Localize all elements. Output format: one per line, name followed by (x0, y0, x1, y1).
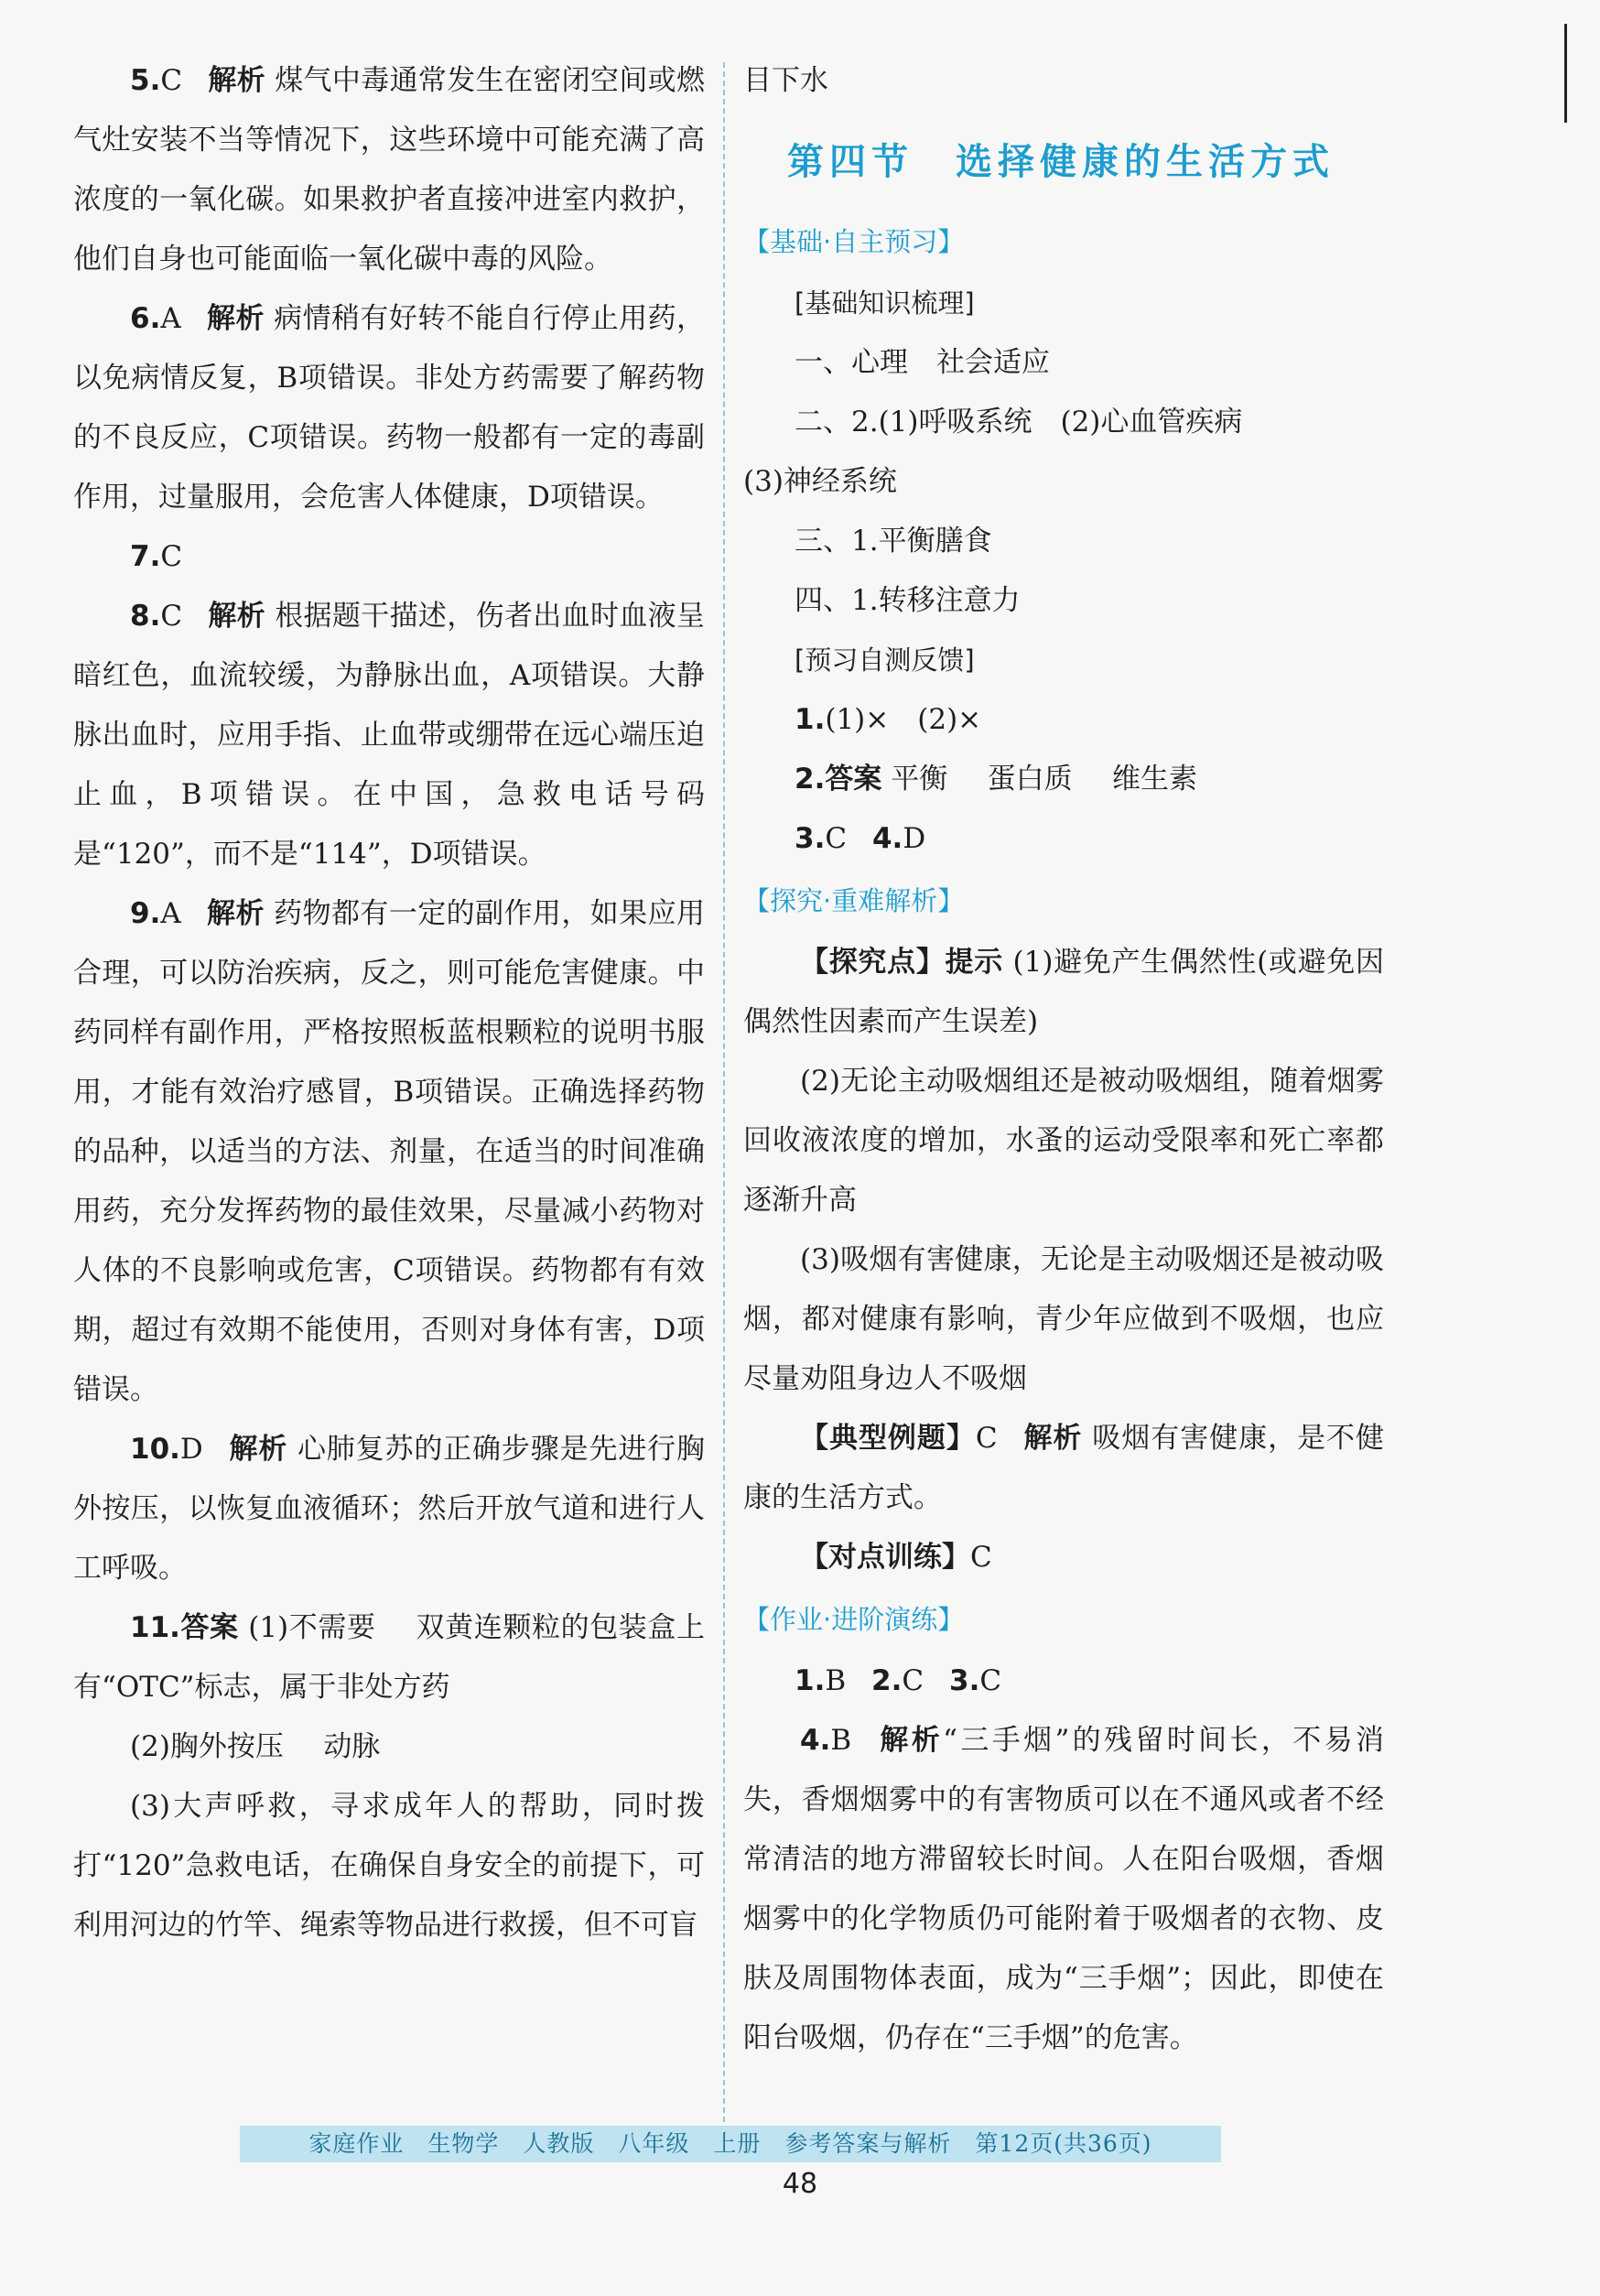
column-divider (723, 62, 725, 2122)
answer-letter: C (979, 1664, 1002, 1697)
answer-part-2: (2)胸外按压 (130, 1730, 284, 1763)
question-number: 6. (130, 302, 161, 335)
answer-7 (73, 527, 705, 587)
answer-letter: A (160, 897, 181, 930)
question-number: 4. (800, 1724, 831, 1757)
knowledge-line-4 (795, 571, 1384, 631)
homework-4 (743, 1711, 1384, 2068)
explanation-text: 心肺复苏的正确步骤是先进行胸外按压，以恢复血液循环；然后开放气道和进行人工呼吸。 (73, 1433, 706, 1585)
answer-11-part-3 (73, 1777, 705, 1955)
continued-text: 目下水 (743, 64, 828, 97)
explore-text-1: (1)避免产生偶然性(或避免因偶然性因素而产生误差) (743, 946, 1384, 1038)
section-tag-homework: 【作业·进阶演练】 (743, 1604, 965, 1635)
answer-text: 维生素 (1112, 763, 1197, 796)
answer-letter: C (160, 540, 183, 573)
answer-letter: C (970, 1541, 992, 1574)
keyword-label: 解析 (206, 302, 265, 335)
feedback-1 (795, 690, 1384, 750)
typical-example (743, 1409, 1384, 1528)
answer-letter: C (825, 822, 848, 855)
question-number: 9. (130, 897, 161, 930)
answer-text: (1)× (2)× (825, 703, 982, 736)
answer-part-2b: 动脉 (323, 1730, 381, 1763)
page-edge-line (1564, 24, 1567, 123)
answer-letter: B (825, 1664, 847, 1697)
question-number: 2. (795, 763, 826, 796)
keyword-label: 解析 (207, 600, 266, 633)
question-number: 3. (949, 1664, 980, 1697)
feedback-3-4 (795, 809, 1384, 869)
explanation-text: 病情稍有好转不能自行停止用药，以免病情反复，B项错误。非处方药需要了解药物的不良反应，C项错误。药物一般都有一定的毒副作用，过量服用，会危害人体健康，D项错误。 (73, 302, 706, 514)
answer-part-3: (3)大声呼救，寻求成年人的帮助，同时拨打“120”急救电话，在确保自身安全的前提下，可利用河边的竹竿、绳索等物品进行救援，但不可盲 (73, 1790, 705, 1942)
answer-letter: B (830, 1724, 852, 1757)
explore-point (743, 933, 1384, 1052)
section-title: 第四节 选择健康的生活方式 (787, 140, 1335, 183)
explanation-text: 药物都有一定的副作用，如果应用合理，可以防治疾病，反之，则可能危害健康。中药同样有副作用，严格按照板蓝根颗粒的说明书服用，才能有效治疗感冒，B项错误。正确选择药物的品种，以适当的方法、剂量，在适当的时间准确用药，充分发挥药物的最佳效果，尽量减小药物对人体的不良影响或危害，C项错误。药物都有有效期，超过有效期不能使用，否则对身体有害，D项错误。 (73, 897, 706, 1406)
keyword-label: 解析 (1022, 1422, 1083, 1455)
homework-1-3 (795, 1652, 1384, 1711)
question-number: 2. (871, 1664, 903, 1697)
page-footer: 家庭作业 生物学 人教版 八年级 上册 参考答案与解析 第12页(共36页) (240, 2126, 1221, 2162)
keyword-label: 【对点训练】 (800, 1541, 970, 1574)
section-tag-basics: 【基础·自主预习】 (743, 226, 965, 257)
explanation-text: 根据题干描述，伤者出血时血液呈暗红色，血流较缓，为静脉出血，A项错误。大静脉出血时，应用手指、止血带或绷带在远心端压迫止血，B项错误。在中国，急救电话号码是“120”，而不是“114”，D项错误。 (73, 600, 706, 871)
answer-letter: C (975, 1422, 998, 1455)
question-number: 5. (130, 64, 161, 97)
keyword-label: 【探究点】提示 (800, 946, 1003, 979)
answer-6 (73, 289, 705, 527)
feedback-2 (795, 750, 1384, 809)
question-number: 7. (130, 540, 161, 573)
question-number: 1. (795, 1664, 826, 1697)
answer-part-1-reason: 双黄连颗粒的包装盒上有“OTC”标志，属于非处方药 (73, 1611, 706, 1704)
question-number: 8. (130, 600, 161, 633)
answer-11 (73, 1598, 705, 1717)
answer-9 (73, 884, 705, 1420)
question-number: 10. (130, 1433, 180, 1466)
knowledge-line-1: 一、心理 社会适应 (795, 346, 1050, 379)
keyword-label: 答案 (825, 763, 882, 796)
answer-letter: C (160, 600, 183, 633)
keyword-label: 答案 (179, 1611, 239, 1644)
item-label: 三、1. (795, 525, 879, 558)
question-number: 3. (795, 822, 826, 855)
item-text: 转移注意力 (878, 584, 1021, 617)
right-column (743, 51, 1384, 2068)
answer-text: 平衡 (891, 763, 948, 796)
subheading-feedback: [预习自测反馈] (795, 644, 975, 676)
explanation-text: “三手烟”的残留时间长，不易消失，香烟烟雾中的有害物质可以在不通风或者不经常清洁的地方滞留较长时间。人在阳台吸烟，香烟烟雾中的化学物质仍可能附着于吸烟者的衣物、皮肤及周围物体表面，成为“三手烟”；因此，即使在阳台吸烟，仍存在“三手烟”的危害。 (743, 1724, 1384, 2054)
keyword-label: 解析 (228, 1433, 288, 1466)
answer-letter: A (160, 302, 181, 335)
answer-5 (73, 51, 705, 289)
answer-text: 蛋白质 (987, 763, 1073, 796)
section-tag-explore: 【探究·重难解析】 (743, 885, 965, 916)
knowledge-line-2-cont: (3)神经系统 (743, 465, 897, 498)
item-text: 平衡膳食 (878, 525, 992, 558)
explanation-text: 吸烟有害健康，是不健康的生活方式。 (743, 1422, 1385, 1514)
knowledge-line-2 (795, 393, 1384, 452)
explanation-text: 煤气中毒通常发生在密闭空间或燃气灶安装不当等情况下，这些环境中可能充满了高浓度的一氧化碳。如果救护者直接冲进室内救护，他们自身也可能面临一氧化碳中毒的风险。 (73, 64, 706, 276)
item-label: 四、1. (795, 584, 879, 617)
answer-8 (73, 587, 705, 884)
answer-11-part-2 (73, 1717, 705, 1777)
answer-10 (73, 1420, 705, 1598)
question-number: 11. (130, 1611, 180, 1644)
subheading-knowledge: [基础知识梳理] (795, 287, 975, 319)
page-number: 48 (782, 2168, 818, 2200)
answer-letter: C (160, 64, 183, 97)
answer-letter: C (902, 1664, 924, 1697)
question-number: 1. (795, 703, 826, 736)
item-label: 二、2. (795, 406, 879, 439)
point-training (743, 1528, 1384, 1587)
keyword-label: 解析 (207, 64, 266, 97)
question-number: 4. (871, 822, 903, 855)
knowledge-line-3 (795, 512, 1384, 571)
answer-part-1: (1)不需要 (248, 1611, 376, 1644)
left-column (73, 51, 705, 1955)
keyword-label: 【典型例题】 (800, 1422, 976, 1455)
answer-letter: D (903, 822, 926, 855)
item-text: (1)呼吸系统 (2)心血管疾病 (878, 406, 1243, 439)
explore-text-2: (2)无论主动吸烟组还是被动吸烟组，随着烟雾回收液浓度的增加，水蚤的运动受限率和死亡率都逐渐升高 (743, 1065, 1384, 1217)
keyword-label: 解析 (877, 1724, 944, 1757)
keyword-label: 解析 (206, 897, 265, 930)
answer-letter: D (179, 1433, 203, 1466)
explore-text-3: (3)吸烟有害健康，无论是主动吸烟还是被动吸烟，都对健康有影响，青少年应做到不吸烟，也应尽量劝阻身边人不吸烟 (743, 1243, 1384, 1395)
